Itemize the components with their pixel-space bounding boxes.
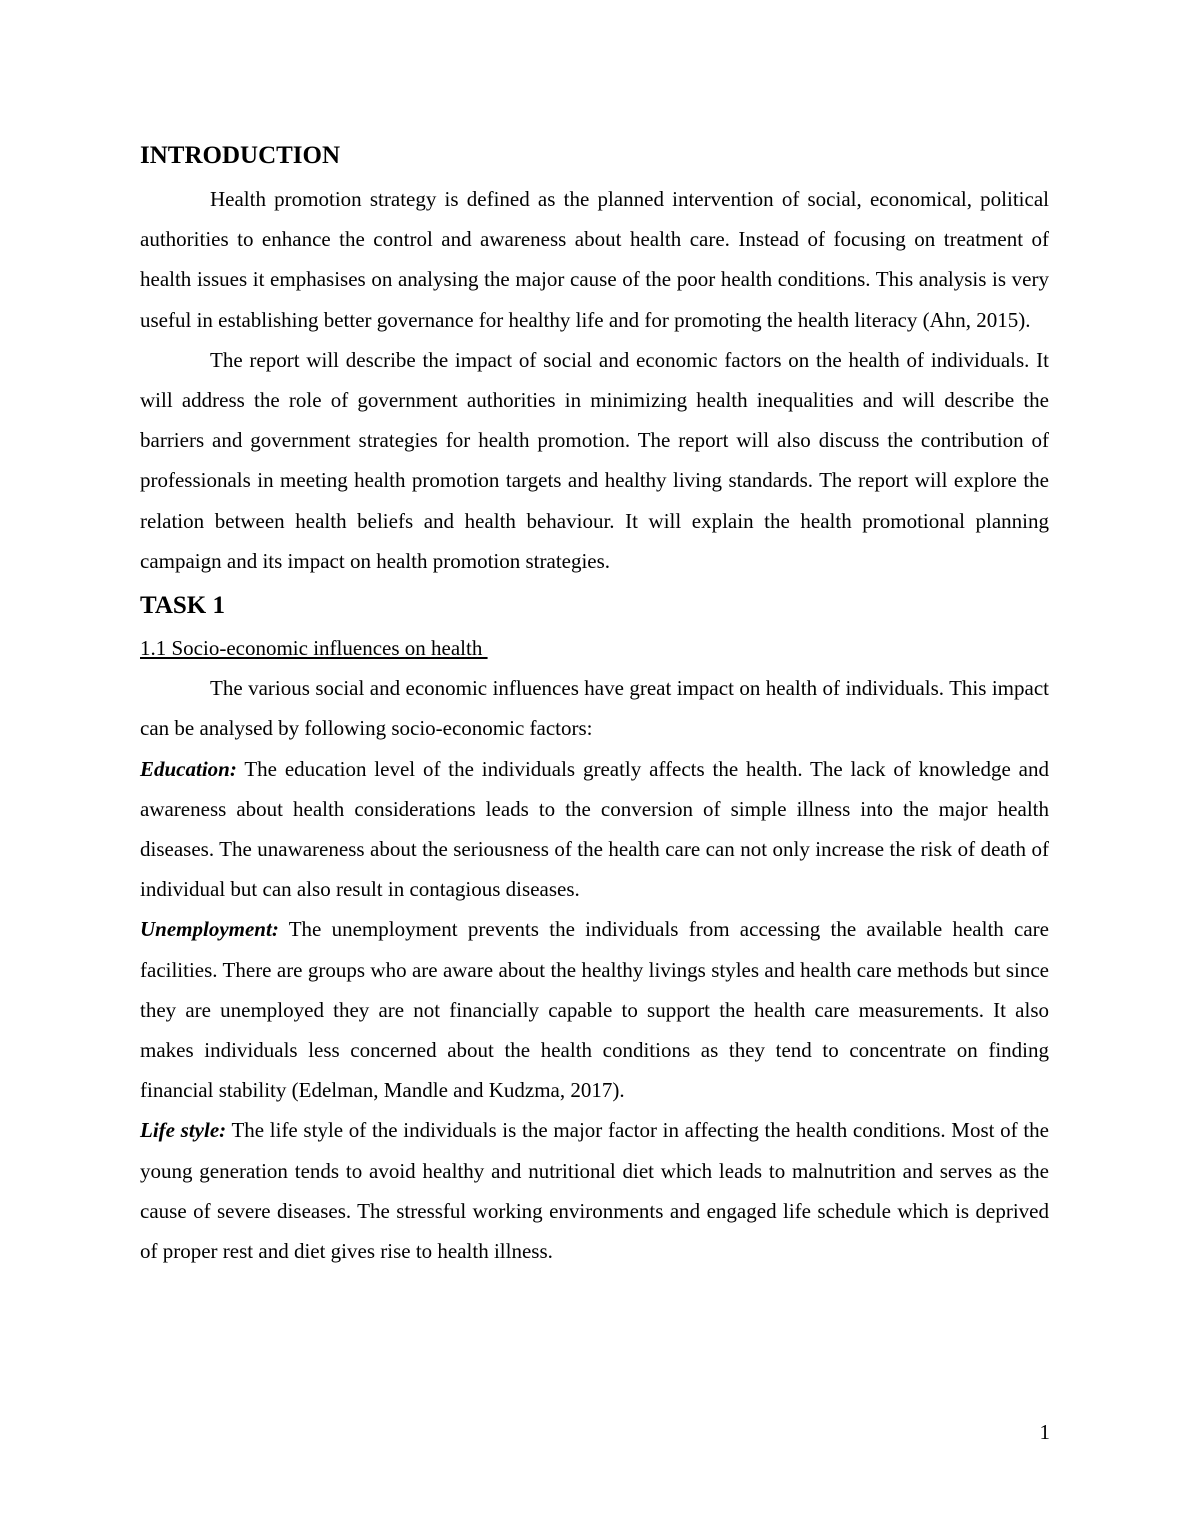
introduction-heading: INTRODUCTION [140,142,341,169]
factor-unemployment-text: The unemployment prevents the individuals from accessing the available health care facilities. There are groups who are aware about the healthy livings styles and health care methods but since they are unemployed they are not financially capable to support the health care measurements. It also makes individuals less concerned about the health conditions as they tend to concentrate on finding financial stability (Edelman, Mandle and Kudzma, 2017). [140,917,1049,1103]
task-1-heading: TASK 1 [140,592,225,620]
section-1-1-subheading: 1.1 Socio-economic influences on health [140,636,488,661]
intro-paragraph-1: Health promotion strategy is defined as the planned intervention of social, economical, political authorities to enhance the control and awareness about health care. Instead of focusing on treatment of health issues it emphasises on analysing the major cause of the poor health conditions. This analysis is very useful in establishing better governance for healthy life and for promoting the health literacy (Ahn, 2015). [140,187,1049,332]
factor-life-style-text: The life style of the individuals is the major factor in affecting the health conditions. Most of the young generation tends to avoid healthy and nutritional diet which leads to malnutrition and serves as the cause of severe diseases. The stressful working environments and engaged life schedule which is deprived of proper rest and diet gives rise to health illness. [140,1118,1049,1264]
factor-life-style-term: Life style: [140,1118,227,1143]
task-1-lead-paragraph: The various social and economic influences have great impact on health of individuals. This impact can be analysed by following socio-economic factors: [140,676,1049,741]
intro-paragraph-2: The report will describe the impact of social and economic factors on the health of individuals. It will address the role of government authorities in minimizing health inequalities and will describe the barriers and government strategies for health promotion. The report will also discuss the contribution of professionals in meeting health promotion targets and healthy living standards. The report will explore the relation between health beliefs and health behaviour. It will explain the health promotional planning campaign and its impact on health promotion strategies. [140,347,1049,573]
factor-unemployment [140,909,1049,1110]
factor-life-style [140,1110,1049,1271]
page-number: 1 [1039,1420,1050,1444]
document-page [140,136,1049,1271]
factor-education [140,749,1049,910]
factor-unemployment-term: Unemployment: [140,917,279,942]
factor-education-term: Education: [140,756,237,781]
factor-education-text: The education level of the individuals greatly affects the health. The lack of knowledge and awareness about health considerations leads to the conversion of simple illness into the major health diseases. The unawareness about the seriousness of the health care can not only increase the risk of death of individual but can also result in contagious diseases. [140,756,1049,902]
